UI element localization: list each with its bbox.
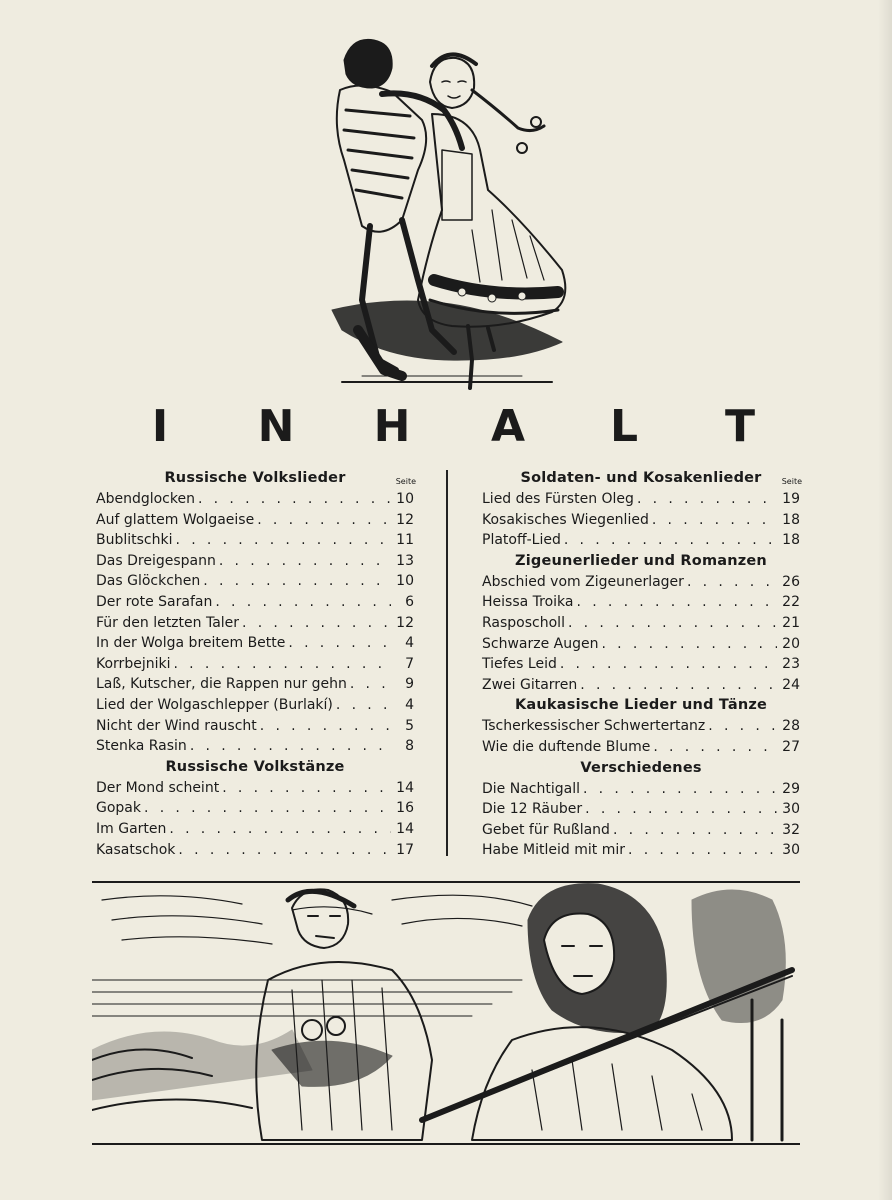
dot-leader xyxy=(583,779,777,800)
toc-entry xyxy=(482,489,800,510)
dot-leader xyxy=(652,510,777,531)
dot-leader xyxy=(144,798,391,819)
entry-title: Der rote Sarafan xyxy=(96,593,213,610)
toc-entry xyxy=(482,799,800,820)
dot-leader xyxy=(613,820,777,841)
toc-entry xyxy=(96,551,414,572)
title-letter: I xyxy=(151,400,169,452)
toc-entry xyxy=(482,634,800,655)
page-number: 11 xyxy=(396,532,414,549)
toc-entry xyxy=(482,654,800,675)
page-number: 12 xyxy=(396,511,414,528)
entry-title: Das Glöckchen xyxy=(96,573,201,590)
page-number: 29 xyxy=(782,780,800,797)
title-letter: T xyxy=(724,400,755,452)
dot-leader xyxy=(219,551,391,572)
entry-title: Kasatschok xyxy=(96,841,176,858)
entry-title: Lied des Fürsten Oleg xyxy=(482,491,634,507)
page-edge-shadow xyxy=(878,0,892,1200)
title-letter: H xyxy=(373,400,411,452)
toc-entry xyxy=(96,778,414,799)
entry-title: Abendglocken xyxy=(96,491,195,507)
dancing-couple-illustration xyxy=(322,30,584,402)
dot-leader xyxy=(336,695,391,716)
entry-title: Stenka Rasin xyxy=(96,738,187,755)
landscape-figures-illustration xyxy=(92,880,800,1150)
dot-leader xyxy=(560,654,777,675)
section-title: Soldaten- und Kosakenlieder Seite xyxy=(482,468,800,489)
entry-title: Platoff-Lied xyxy=(482,532,561,549)
dot-leader xyxy=(257,510,391,531)
toc-entry xyxy=(96,736,414,757)
page-number: 27 xyxy=(782,738,800,755)
dot-leader xyxy=(173,654,391,675)
dot-leader xyxy=(564,530,777,551)
toc-entry xyxy=(482,530,800,551)
toc-entry xyxy=(96,489,414,510)
dot-leader xyxy=(260,716,391,737)
entry-title: Die 12 Räuber xyxy=(482,801,583,818)
dot-leader xyxy=(601,634,777,655)
entry-title: Tscherkessischer Schwertertanz xyxy=(482,718,706,735)
page-number: 19 xyxy=(782,491,800,507)
page-number: 8 xyxy=(405,738,414,755)
page-number: 12 xyxy=(396,614,414,631)
dot-leader xyxy=(577,592,778,613)
page-number: 14 xyxy=(396,779,414,796)
entry-title: Lied der Wolgaschlepper (Burlakí) xyxy=(96,696,333,713)
column-divider xyxy=(446,470,448,856)
section-title: Verschiedenes xyxy=(580,759,702,776)
entry-title: Im Garten xyxy=(96,820,167,837)
entry-title: Nicht der Wind rauscht xyxy=(96,717,257,734)
page-number: 17 xyxy=(396,841,414,858)
dot-leader xyxy=(708,716,777,737)
section-title: Kaukasische Lieder und Tänze xyxy=(514,697,768,714)
page-number: 23 xyxy=(782,656,800,673)
page-number: 10 xyxy=(396,573,414,590)
dot-leader xyxy=(198,489,391,510)
toc-entry xyxy=(96,654,414,675)
entry-title: Wie die duftende Blume xyxy=(482,738,651,755)
page-number: 28 xyxy=(782,718,800,735)
entry-title: Die Nachtigall xyxy=(482,780,580,797)
toc-entry xyxy=(482,510,800,531)
page-number: 10 xyxy=(396,491,414,507)
page-title xyxy=(130,398,770,454)
toc-entry xyxy=(482,572,800,593)
dot-leader xyxy=(637,489,777,510)
seite-label: Seite xyxy=(395,477,416,486)
entry-title: Auf glattem Wolgaeise xyxy=(96,511,255,528)
toc-entry xyxy=(96,510,414,531)
page-number: 7 xyxy=(405,655,414,672)
seite-label: Seite xyxy=(781,477,802,486)
entry-title: Tiefes Leid xyxy=(482,656,557,673)
page-number: 32 xyxy=(782,821,800,838)
page-number: 13 xyxy=(396,552,414,569)
entry-title: Rasposcholl xyxy=(482,614,565,631)
page-number: 18 xyxy=(782,532,800,549)
page-number: 30 xyxy=(782,801,800,818)
entry-title: Bublitschki xyxy=(96,532,173,549)
dot-leader xyxy=(288,633,391,654)
page-number: 24 xyxy=(782,676,800,693)
title-letter: L xyxy=(609,400,639,452)
title-letter: A xyxy=(490,400,526,452)
page-number: 4 xyxy=(405,635,414,652)
dot-leader xyxy=(203,571,391,592)
dot-leader xyxy=(190,736,391,757)
dot-leader xyxy=(628,840,777,861)
entry-title: Kosakisches Wiegenlied xyxy=(482,511,649,528)
toc-entry xyxy=(482,613,800,634)
toc-entry xyxy=(96,613,414,634)
dot-leader xyxy=(169,819,391,840)
entry-title: Schwarze Augen xyxy=(482,635,599,652)
page-number: 20 xyxy=(782,635,800,652)
toc-entry xyxy=(482,716,800,737)
section-title: Russische Volkslieder Seite xyxy=(96,468,414,489)
entry-title: In der Wolga breitem Bette xyxy=(96,635,286,652)
toc-entry xyxy=(96,695,414,716)
toc-entry xyxy=(96,716,414,737)
page-number: 30 xyxy=(782,842,800,859)
toc-entry xyxy=(96,592,414,613)
entry-title: Heissa Troika xyxy=(482,594,574,611)
entry-title: Zwei Gitarren xyxy=(482,676,578,693)
page-number: 6 xyxy=(405,593,414,610)
entry-title: Für den letzten Taler xyxy=(96,614,240,631)
section-title: Zigeunerlieder und Romanzen xyxy=(515,552,767,569)
toc-entry xyxy=(96,674,414,695)
dot-leader xyxy=(585,799,777,820)
dot-leader xyxy=(568,613,777,634)
toc-entry xyxy=(96,571,414,592)
toc-entry xyxy=(482,779,800,800)
toc-entry xyxy=(96,530,414,551)
entry-title: Gopak xyxy=(96,800,141,817)
page-number: 22 xyxy=(782,594,800,611)
dot-leader xyxy=(653,737,777,758)
dot-leader xyxy=(178,840,391,861)
toc-entry xyxy=(482,675,800,696)
toc-entry xyxy=(96,633,414,654)
right-column xyxy=(482,468,800,861)
left-column xyxy=(96,468,414,860)
dot-leader xyxy=(687,572,777,593)
page-number: 21 xyxy=(782,614,800,631)
toc-entry xyxy=(482,592,800,613)
entry-title: Der Mond scheint xyxy=(96,779,220,796)
toc-entry xyxy=(482,840,800,861)
page-number: 26 xyxy=(782,573,800,590)
entry-title: Abschied vom Zigeunerlager xyxy=(482,573,684,590)
title-letter: N xyxy=(257,400,295,452)
dot-leader xyxy=(215,592,391,613)
page-number: 9 xyxy=(405,676,414,693)
dot-leader xyxy=(222,778,391,799)
toc-entry xyxy=(96,798,414,819)
dot-leader xyxy=(350,674,391,695)
dot-leader xyxy=(580,675,777,696)
entry-title: Gebet für Rußland xyxy=(482,821,610,838)
page-number: 5 xyxy=(405,717,414,734)
entry-title: Laß, Kutscher, die Rappen nur gehn xyxy=(96,676,347,693)
section-title: Russische Volkstänze xyxy=(165,758,345,775)
page-number: 18 xyxy=(782,511,800,528)
dot-leader xyxy=(176,530,392,551)
toc-entry xyxy=(96,840,414,861)
page-number: 16 xyxy=(396,800,414,817)
entry-title: Das Dreigespann xyxy=(96,552,216,569)
dot-leader xyxy=(242,613,391,634)
toc-entry xyxy=(482,737,800,758)
entry-title: Habe Mitleid mit mir xyxy=(482,842,625,859)
toc-entry xyxy=(482,820,800,841)
page-number: 4 xyxy=(405,696,414,713)
toc-entry xyxy=(96,819,414,840)
entry-title: Korrbejniki xyxy=(96,655,171,672)
page-number: 14 xyxy=(396,820,414,837)
